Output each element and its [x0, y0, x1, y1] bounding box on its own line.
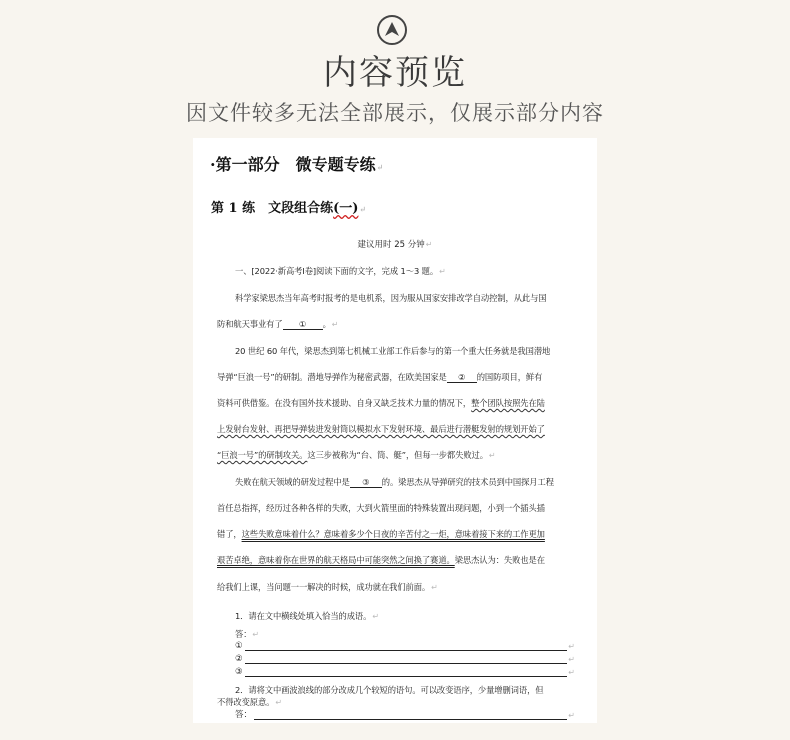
- answer-line-2: ② ↵: [235, 654, 575, 664]
- paragraph-2-line-5: “巨浪一号”的研制攻关。这三步被称为“台、筒、艇”，但每一步都失败过。↵: [217, 450, 496, 460]
- paragraph-3-line-5: 给我们上课，当问题一一解决的时候，成功就在我们前面。↵: [217, 582, 438, 592]
- section-title: ·第一部分 微专题专练↵: [210, 155, 384, 174]
- paragraph-2-line-2: 导弹“巨浪一号”的研制。潜地导弹作为秘密武器，在欧美国家是 ② 的国防项目，鲜有: [217, 372, 543, 382]
- question-intro: 一、[2022·新高考Ⅰ卷]阅读下面的文字，完成 1～3 题。↵: [235, 266, 446, 276]
- page-title: 内容预览: [323, 53, 467, 93]
- question-1: 1．请在文中横线处填入恰当的成语。↵: [235, 611, 379, 621]
- question-2-line-1: 2．请将文中画波浪线的部分改成几个较短的语句。可以改变语序，少量增删词语，但: [235, 685, 544, 695]
- blank-3: ③: [350, 477, 382, 488]
- answer-label-1: 答：↵: [235, 629, 260, 639]
- paragraph-1-line-2: 防和航天事业有了 ① 。↵: [217, 319, 339, 329]
- practice-title: 第 1 练 文段组合练(一)↵: [211, 201, 367, 216]
- paragraph-3-line-4: 艰苦卓绝，意味着你在世界的航天格局中可能突然之间换了赛道。梁思杰认为：失败也是在: [217, 555, 545, 565]
- answer-line-q2: 答： ↵: [235, 710, 575, 720]
- brand-logo-icon: [377, 15, 407, 45]
- document-preview: [193, 138, 597, 723]
- time-note: 建议用时 25 分钟↵: [357, 240, 433, 250]
- paragraph-3-line-2: 首任总指挥，经历过各种各样的失败，大到火箭里面的特殊装置出现问题，小到一个插头插: [217, 503, 545, 513]
- paragraph-1-line-1: 科学家梁思杰当年高考时报考的是电机系，因为服从国家安排改学自动控制，从此与国: [235, 293, 547, 303]
- paragraph-3-line-3: 错了，这些失败意味着什么？意味着多少个日夜的辛苦付之一炬，意味着接下来的工作更加: [217, 529, 545, 539]
- paragraph-2-line-4: 上发射台发射、再把导弹装进发射筒以模拟水下发射环境、最后进行潜艇发射的规划开始了: [217, 424, 545, 434]
- paragraph-2-line-1: 20 世纪 60 年代，梁思杰到第七机械工业部工作后参与的第一个重大任务就是我国潜地: [235, 346, 551, 356]
- blank-2: ②: [447, 372, 477, 383]
- paragraph-3-line-1: 失败在航天领域的研发过程中是 ③ 的。梁思杰从导弹研究的技术员到中国探月工程: [235, 477, 554, 487]
- answer-line-1: ① ↵: [235, 641, 575, 651]
- question-2-line-2: 不得改变原意。↵: [217, 697, 282, 707]
- page-subtitle: 因文件较多无法全部展示，仅展示部分内容: [186, 101, 604, 125]
- blank-1: ①: [283, 319, 323, 330]
- paragraph-2-line-3: 资料可供借鉴。在没有国外技术援助、自身又缺乏技术力量的情况下，整个团队按照先在陆: [217, 398, 545, 408]
- answer-line-3: ③ ↵: [235, 667, 575, 677]
